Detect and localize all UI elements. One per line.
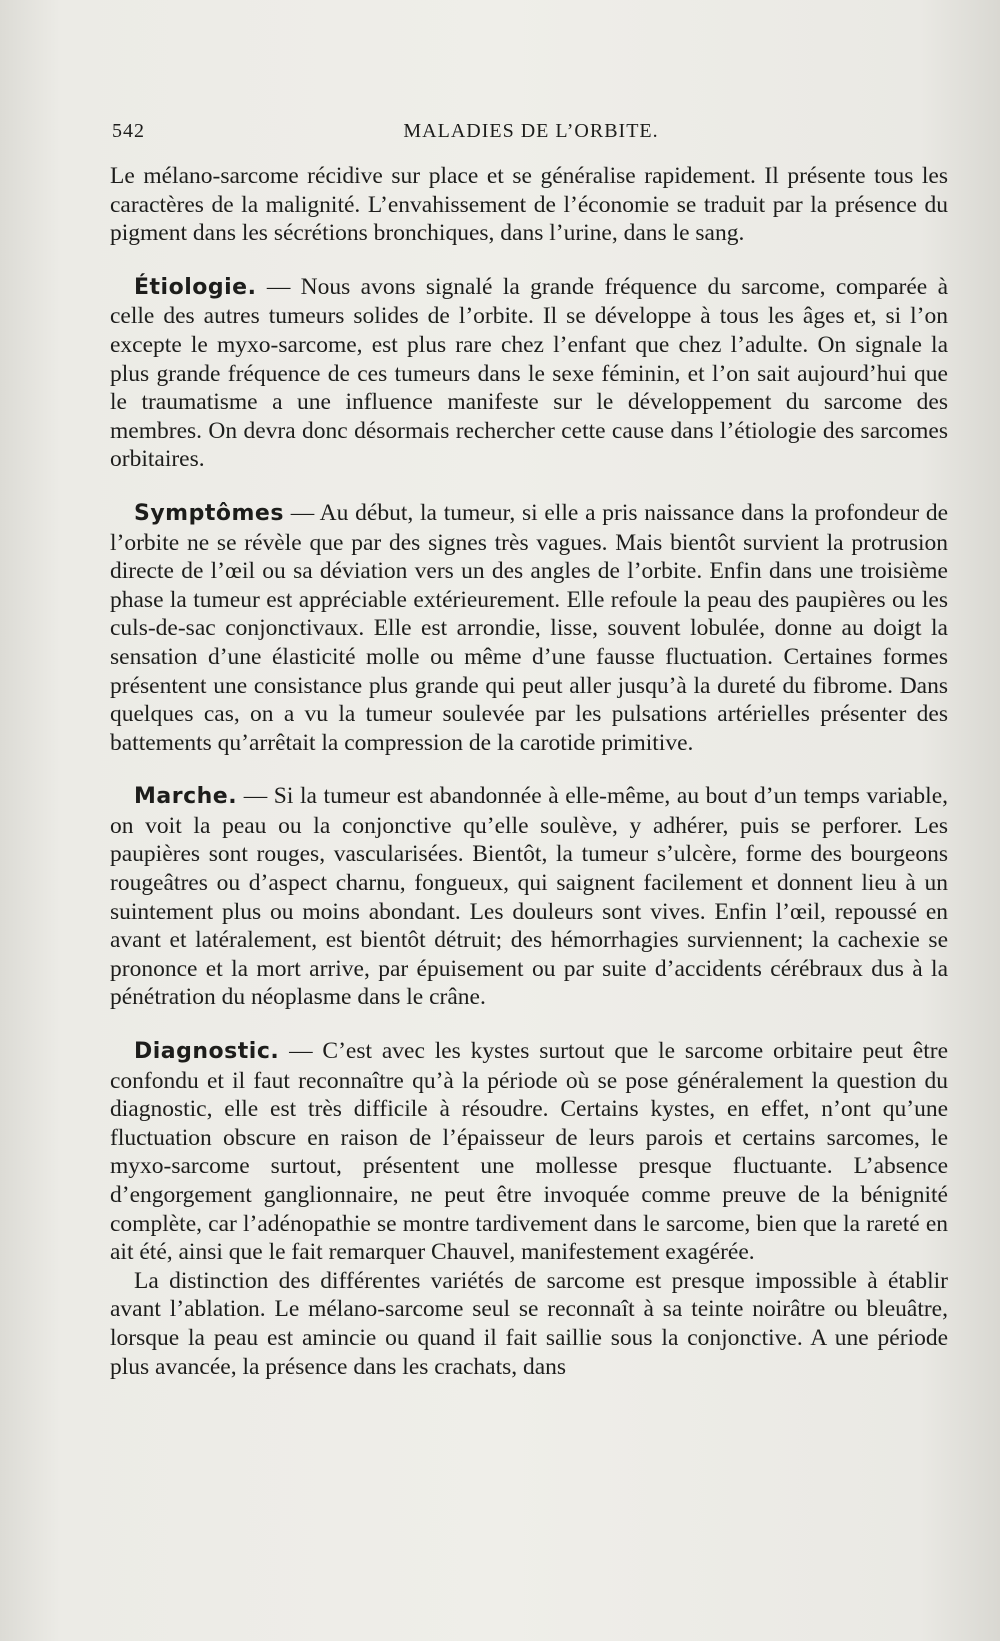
symptomes-heading: Symptômes: [134, 500, 284, 526]
etiologie-text: — Nous avons signalé la grande fréquence du sarcome, comparée à celle des autres tumeurs solides de l’orbite. Il se développe à tous les âges et, si l’on excepte le myxo-sarcome, est plus rare chez l’enfant que chez l’adulte. On signale la plus grande fréquence de ces tumeurs dans le sexe féminin, et l’on sait aujourd’hui que le traumatisme a une influence manifeste sur le développement du sarcome des membres. On devra donc désormais rechercher cette cause dans l’étiologie des sarcomes orbitaires.: [110, 273, 948, 473]
symptomes-text: — Au début, la tumeur, si elle a pris naissance dans la profondeur de l’orbite ne se révèle que par des signes très vagues. Mais bientôt survient la protrusion directe de l’œil ou sa déviation vers un des angles de l’orbite. Enfin dans une troisième phase la tumeur est appréciable extérieurement. Elle refoule la peau des paupières ou les culs-de-sac conjonctivaux. Elle est arrondie, lisse, souvent lobulée, donne au doigt la sensation d’une élasticité molle ou même d’une fausse fluctuation. Certaines formes présentent une consistance plus grande qui peut aller jusqu’à la dureté du fibrome. Dans quelques cas, on a vu la tumeur soulevée par les pulsations artérielles présenter des battements qu’arrêtait la compression de la carotide primitive.: [110, 499, 949, 756]
marche-heading: Marche.: [134, 784, 238, 810]
diagnostic-heading: Diagnostic.: [134, 1039, 280, 1065]
marche-paragraph: [110, 782, 948, 1012]
body-text: [110, 162, 948, 1381]
diagnostic-continuation-paragraph: La distinction des différentes variétés de sarcome est presque impossible à établir avant l’ablation. Le mélano-sarcome seul se reconnaît à sa teinte noirâtre ou bleuâtre, lorsque la peau est amincie ou quand il fait saillie sous la conjonctive. A une période plus avancée, la présence dans les crachats, dans: [110, 1267, 948, 1380]
diagnostic-text: — C’est avec les kystes surtout que le sarcome orbitaire peut être confondu et il faut reconnaître qu’à la période où se pose généralement la question du diagnostic, elle est très difficile à résoudre. Certains kystes, en effet, n’ont qu’une fluctuation obscure en raison de l’épaisseur de leurs parois et certains sarcomes, le myxo-sarcome surtout, présentent une mollesse presque fluctuante. L’absence d’engorgement ganglionnaire, ne peut être invoquée comme preuve de la bénignité complète, car l’adénopathie se montre tardivement dans le sarcome, bien que la rareté en ait été, ainsi que le fait remarquer Chauvel, manifestement exagérée.: [110, 1038, 948, 1266]
intro-paragraph: Le mélano-sarcome récidive sur place et se généralise rapidement. Il présente tous les caractères de la malignité. L’envahissement de l’économie se traduit par la présence du pigment dans les sécrétions bronchiques, dans l’urine, dans le sang.: [110, 163, 948, 247]
diagnostic-paragraph: [110, 1037, 948, 1267]
etiologie-paragraph: [110, 273, 948, 474]
etiologie-heading: Étiologie.: [134, 274, 257, 300]
marche-text: — Si la tumeur est abandonnée à elle-même, au bout d’un temps variable, on voit la peau ou la conjonctive qu’elle soulève, y adhérer, puis se perforer. Les paupières sont rouges, vascularisées. Bientôt, la tumeur s’ulcère, forme des bourgeons rougeâtres ou d’aspect charnu, fongueux, qui saignent facilement et donnent lieu à un suintement plus ou moins abondant. Les douleurs sont vives. Enfin l’œil, repoussé en avant et latéralement, est bientôt détruit; des hémorrhagies surviennent; la cachexie se prononce et la mort arrive, par épuisement ou par suite d’accidents cérébraux dus à la pénétration du néoplasme dans le crâne.: [110, 783, 949, 1011]
page-header: [112, 120, 950, 150]
page-number: 542: [112, 120, 145, 142]
symptomes-paragraph: [110, 499, 948, 757]
running-head: MALADIES DE L’ORBITE.: [403, 120, 659, 142]
